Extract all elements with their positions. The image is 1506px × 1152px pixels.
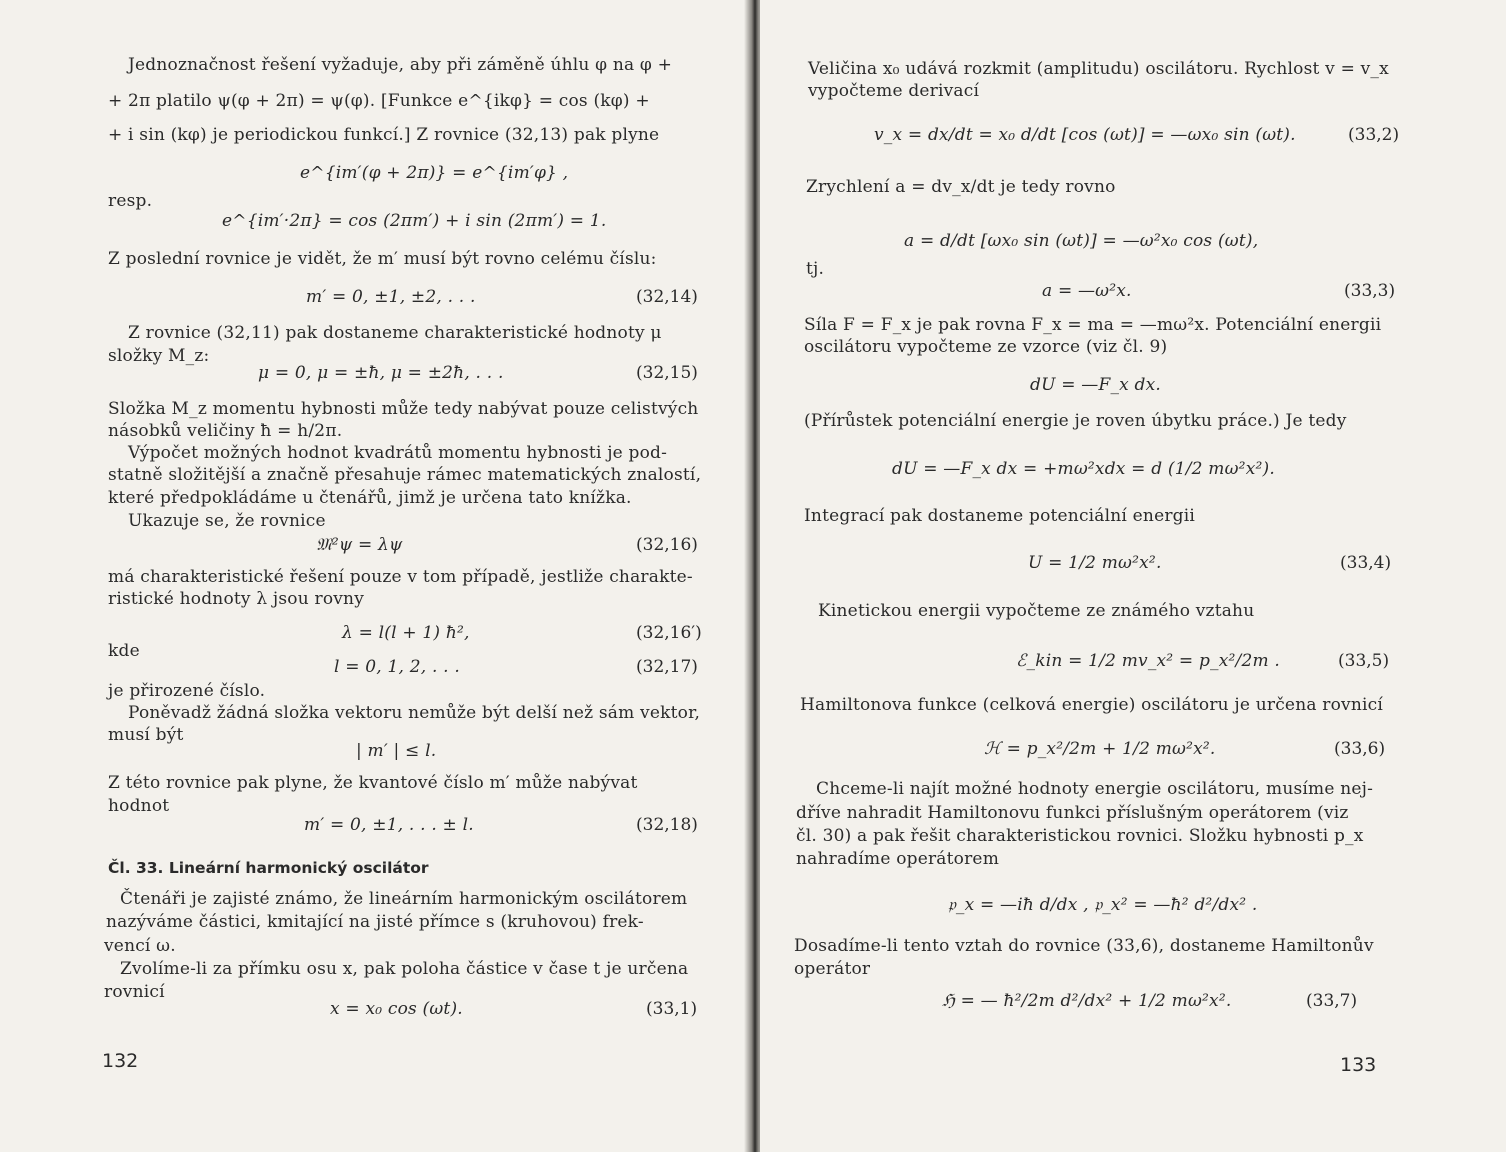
text-line: Složka M_z momentu hybnosti může tedy nabývat pouze celistvých bbox=[108, 399, 699, 419]
equation: dU = —F_x dx = +mω²xdx = d (1/2 mω²x²). bbox=[892, 459, 1275, 479]
text-line: Čtenáři je zajisté známo, že lineárním harmonickým oscilátorem bbox=[120, 889, 688, 909]
text-line: Síla F = F_x je pak rovna F_x = ma = —mω²x. Potenciální energii bbox=[804, 315, 1382, 335]
text-line: čl. 30) a pak řešit charakteristickou rovnici. Složku hybnosti p_x bbox=[796, 826, 1364, 846]
equation-number: (32,16) bbox=[636, 535, 698, 555]
equation: 𝔭_x = —iħ d/dx , 𝔭_x² = —ħ² d²/dx² . bbox=[948, 895, 1258, 915]
text-line: složky M_z: bbox=[108, 346, 210, 366]
text-line: je přirozené číslo. bbox=[108, 681, 266, 701]
text-line: násobků veličiny ħ = h/2π. bbox=[108, 421, 343, 441]
equation: a = —ω²x. bbox=[1042, 281, 1132, 301]
equation-number: (32,15) bbox=[636, 363, 698, 383]
text-line: tj. bbox=[806, 259, 825, 279]
equation-number: (33,6) bbox=[1334, 739, 1386, 759]
text-line: Ukazuje se, že rovnice bbox=[128, 511, 326, 531]
text-line: Z rovnice (32,11) pak dostaneme charakteristické hodnoty μ bbox=[128, 323, 662, 343]
equation: 𝔐²ψ = λψ bbox=[316, 535, 403, 555]
text-line: kde bbox=[108, 641, 140, 661]
equation: ℋ = p_x²/2m + 1/2 mω²x². bbox=[984, 739, 1216, 759]
text-line: nahradíme operátorem bbox=[796, 849, 1000, 869]
equation-number: (32,18) bbox=[636, 815, 698, 835]
equation-number: (33,7) bbox=[1306, 991, 1358, 1011]
text-line: nazýváme částici, kmitající na jisté přímce s (kruhovou) frek- bbox=[106, 912, 644, 932]
equation-number: (32,14) bbox=[636, 287, 698, 307]
left-page bbox=[0, 0, 752, 1152]
equation: e^{im′·2π} = cos (2πm′) + i sin (2πm′) = 1. bbox=[222, 211, 607, 231]
text-line: (Přírůstek potenciální energie je roven úbytku práce.) Je tedy bbox=[804, 411, 1347, 431]
text-line: hodnot bbox=[108, 796, 170, 816]
text-line: oscilátoru vypočteme ze vzorce (viz čl. 9) bbox=[804, 337, 1168, 357]
text-line: Jednoznačnost řešení vyžaduje, aby při záměně úhlu φ na φ + bbox=[128, 55, 673, 75]
text-line: rovnicí bbox=[104, 982, 165, 1002]
text-line: vypočteme derivací bbox=[808, 81, 980, 101]
text-line: Zrychlení a = dv_x/dt je tedy rovno bbox=[806, 177, 1116, 197]
text-line: Integrací pak dostaneme potenciální energii bbox=[804, 506, 1196, 526]
text-line: vencí ω. bbox=[104, 936, 176, 956]
text-line: které předpokládáme u čtenářů, jimž je určena tato knížka. bbox=[108, 488, 632, 508]
equation: v_x = dx/dt = x₀ d/dt [cos (ωt)] = —ωx₀ sin (ωt). bbox=[874, 125, 1296, 145]
equation: m′ = 0, ±1, . . . ± l. bbox=[304, 815, 474, 835]
text-line: Výpočet možných hodnot kvadrátů momentu hybnosti je pod- bbox=[128, 443, 668, 463]
text-line: resp. bbox=[108, 191, 153, 211]
equation: l = 0, 1, 2, . . . bbox=[334, 657, 460, 677]
right-page bbox=[760, 0, 1506, 1152]
equation-number: (33,3) bbox=[1344, 281, 1396, 301]
equation-number: (32,16′) bbox=[636, 623, 702, 643]
text-line: Veličina x₀ udává rozkmit (amplitudu) oscilátoru. Rychlost v = v_x bbox=[808, 59, 1389, 79]
equation-number: (33,5) bbox=[1338, 651, 1390, 671]
text-line: ristické hodnoty λ jsou rovny bbox=[108, 589, 365, 609]
equation-number: (33,1) bbox=[646, 999, 698, 1019]
text-line: + i sin (kφ) je periodickou funkcí.] Z rovnice (32,13) pak plyne bbox=[108, 125, 660, 145]
equation: x = x₀ cos (ωt). bbox=[330, 999, 463, 1019]
equation: a = d/dt [ωx₀ sin (ωt)] = —ω²x₀ cos (ωt), bbox=[904, 231, 1259, 251]
equation: ℰ_kin = 1/2 mv_x² = p_x²/2m . bbox=[1016, 651, 1281, 671]
text-line: operátor bbox=[794, 959, 871, 979]
text-line: Z této rovnice pak plyne, že kvantové číslo m′ může nabývat bbox=[108, 773, 638, 793]
equation-number: (32,17) bbox=[636, 657, 698, 677]
text-line: dříve nahradit Hamiltonovu funkci příslušným operátorem (viz bbox=[796, 803, 1349, 823]
text-line: má charakteristické řešení pouze v tom případě, jestliže charakte- bbox=[108, 567, 693, 587]
page-number: 133 bbox=[1340, 1054, 1377, 1076]
page-number: 132 bbox=[102, 1050, 139, 1072]
equation: λ = l(l + 1) ħ², bbox=[342, 623, 470, 643]
text-line: Dosadíme-li tento vztah do rovnice (33,6), dostaneme Hamiltonův bbox=[794, 936, 1374, 956]
equation: dU = —F_x dx. bbox=[1030, 375, 1162, 395]
equation-number: (33,2) bbox=[1348, 125, 1400, 145]
text-line: + 2π platilo ψ(φ + 2π) = ψ(φ). [Funkce e^{ikφ} = cos (kφ) + bbox=[108, 91, 650, 111]
equation: ℌ = — ħ²/2m d²/dx² + 1/2 mω²x². bbox=[942, 991, 1232, 1011]
text-line: Kinetickou energii vypočteme ze známého vztahu bbox=[818, 601, 1255, 621]
text-line: Z poslední rovnice je vidět, že m′ musí být rovno celému číslu: bbox=[108, 249, 657, 269]
text-line: musí být bbox=[108, 725, 184, 745]
equation-number: (33,4) bbox=[1340, 553, 1392, 573]
equation: μ = 0, μ = ±ħ, μ = ±2ħ, . . . bbox=[258, 363, 504, 383]
equation: e^{im′(φ + 2π)} = e^{im′φ} , bbox=[300, 163, 569, 183]
text-line: Chceme-li najít možné hodnoty energie oscilátoru, musíme nej- bbox=[816, 779, 1374, 799]
text-line: Hamiltonova funkce (celková energie) oscilátoru je určena rovnicí bbox=[800, 695, 1383, 715]
equation: m′ = 0, ±1, ±2, . . . bbox=[306, 287, 476, 307]
text-line: Poněvadž žádná složka vektoru nemůže být delší než sám vektor, bbox=[128, 703, 701, 723]
text-line: Zvolíme-li za přímku osu x, pak poloha částice v čase t je určena bbox=[120, 959, 689, 979]
equation: U = 1/2 mω²x². bbox=[1028, 553, 1162, 573]
section-heading: Čl. 33. Lineární harmonický oscilátor bbox=[108, 859, 429, 877]
text-line: statně složitější a značně přesahuje rámec matematických znalostí, bbox=[108, 465, 702, 485]
equation: | m′ | ≤ l. bbox=[356, 741, 437, 761]
